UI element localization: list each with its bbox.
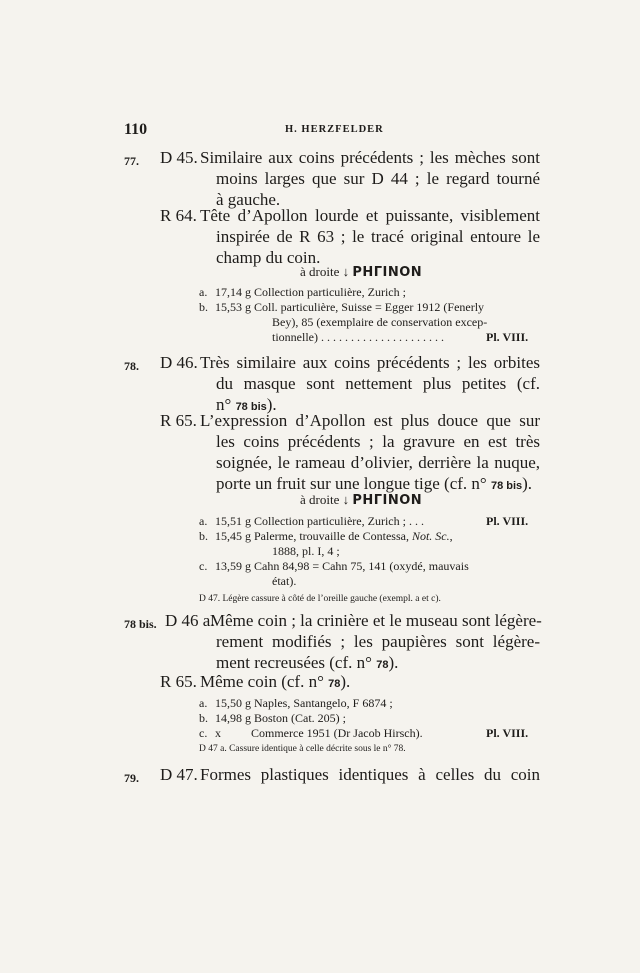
description-line — [216, 474, 532, 494]
specimen-line — [215, 529, 453, 544]
running-header-author: H. HERZFELDER — [285, 124, 384, 135]
specimen-letter: b. — [199, 300, 208, 314]
specimen-letter: b. — [199, 529, 208, 543]
specimen-line: 14,98 g Boston (Cat. 205) ; — [215, 711, 346, 725]
cross-reference: 78 — [376, 659, 389, 671]
description-text: Même coin (cf. n° — [200, 672, 329, 691]
reverse-die-code: R 65. — [160, 672, 197, 691]
coin-legend — [300, 264, 422, 280]
description-line: L’expression d’Apollon est plus douce que sur — [200, 411, 540, 430]
specimen-letter: c. — [199, 726, 208, 740]
obverse-die-code: D 46 a. — [165, 611, 215, 630]
entry-number: 78 bis. — [124, 617, 157, 631]
description-text: ). — [340, 672, 351, 691]
coin-legend — [300, 492, 422, 508]
entry-number: 78. — [124, 359, 139, 373]
legend-arrow: ↓ — [342, 492, 350, 507]
description-line: Formes plastiques identiques à celles du coin — [200, 765, 540, 784]
description-text: ). — [266, 395, 277, 414]
specimen-line: 1888, pl. I, 4 ; — [272, 544, 340, 558]
reverse-die-code: R 65. — [160, 411, 197, 430]
page-number: 110 — [124, 121, 148, 138]
description-line: inspirée de R 63 ; le tracé original entoure le — [216, 227, 540, 246]
plate-reference: Pl. VIII. — [486, 726, 529, 740]
description-line: à gauche. — [216, 190, 281, 209]
specimen-letter: b. — [199, 711, 208, 725]
cross-reference: 78 bis — [490, 480, 523, 492]
description-line: soignée, le rameau d’olivier, derrière la nuque, — [216, 453, 540, 472]
die-note: D 47. Légère cassure à côté de l’oreille gauche (exempl. a et c). — [199, 594, 441, 604]
description-line: Similaire aux coins précédents ; les mèches sont — [200, 148, 540, 167]
journal-title: Not. Sc. — [411, 529, 450, 543]
cross-reference: 78 — [328, 678, 341, 690]
die-note: D 47 a. Cassure identique à celle décrite sous le n° 78. — [199, 744, 406, 754]
specimen-line: tionnelle) . . . . . . . . . . . . . . . . . . . . . — [272, 330, 444, 344]
specimen-line: 15,50 g Naples, Santangelo, F 6874 ; — [215, 696, 393, 710]
specimen-line: x Commerce 1951 (Dr Jacob Hirsch). — [215, 726, 423, 740]
specimen-line: Bey), 85 (exemplaire de conservation excep- — [272, 315, 488, 329]
obverse-die-code: D 47. — [160, 765, 198, 784]
description-text: ). — [388, 653, 399, 672]
description-line: Tête d’Apollon lourde et puissante, visiblement — [200, 206, 540, 225]
specimen-line: 13,59 g Cahn 84,98 = Cahn 75, 141 (oxydé, mauvais — [215, 559, 469, 573]
specimen-line: état). — [272, 574, 297, 588]
legend-arrow: ↓ — [342, 264, 350, 279]
description-line: champ du coin. — [216, 248, 321, 267]
specimen-letter: a. — [199, 514, 208, 528]
entry-number: 77. — [124, 154, 139, 168]
specimen-text: 15,45 g Palerme, trouvaille de Contessa, — [215, 529, 412, 543]
description-line: moins larges que sur D 44 ; le regard tourné — [216, 169, 540, 188]
specimen-line: 15,51 g Collection particulière, Zurich ; . . . — [215, 514, 424, 528]
specimen-line: 15,53 g Coll. particulière, Suisse = Egger 1912 (Fenerly — [215, 300, 485, 314]
description-line: Très similaire aux coins précédents ; les orbites — [200, 353, 540, 372]
description-text: ment recreusées (cf. n° — [216, 653, 377, 672]
description-text: ). — [522, 474, 533, 493]
description-line: du masque sont nettement plus petites (cf. — [216, 374, 540, 393]
specimen-letter: a. — [199, 696, 208, 710]
plate-reference: Pl. VIII. — [486, 514, 529, 528]
description-line — [200, 672, 350, 692]
legend-position: à droite — [300, 492, 340, 507]
legend-position: à droite — [300, 264, 340, 279]
description-line: Même coin ; la crinière et le museau sont légère- — [210, 611, 542, 630]
entry-number: 79. — [124, 771, 139, 785]
specimen-text: , — [449, 529, 453, 543]
plate-reference: Pl. VIII. — [486, 330, 529, 344]
legend-greek: ΡΗΓΙΝΟΝ — [352, 493, 423, 508]
specimen-line: 17,14 g Collection particulière, Zurich ; — [215, 285, 406, 299]
obverse-die-code: D 46. — [160, 353, 198, 372]
description-line: rement modifiés ; les paupières sont légère- — [216, 632, 540, 651]
legend-greek: ΡΗΓΙΝΟΝ — [352, 265, 423, 280]
specimen-letter: a. — [199, 285, 208, 299]
description-line — [216, 653, 398, 673]
obverse-die-code: D 45. — [160, 148, 198, 167]
description-line: les coins précédents ; la gravure en est très — [216, 432, 540, 451]
description-text: porte un fruit sur une longue tige (cf. n° — [216, 474, 491, 493]
description-text: n° — [216, 395, 236, 414]
reverse-die-code: R 64. — [160, 206, 197, 225]
cross-reference: 78 bis — [235, 401, 267, 413]
specimen-letter: c. — [199, 559, 208, 573]
